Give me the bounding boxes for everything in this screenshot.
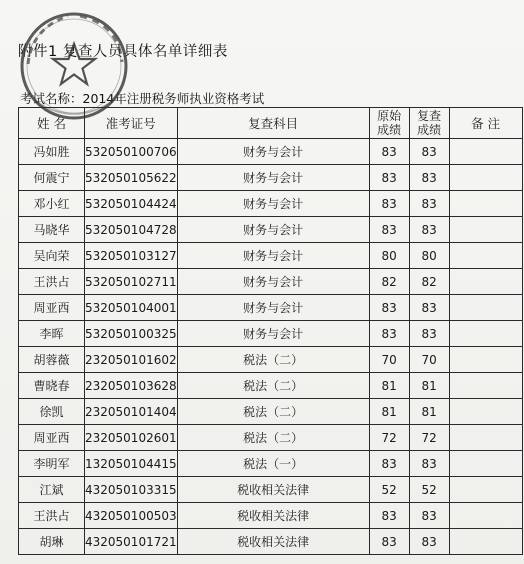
cell-review-score: 83 xyxy=(409,295,449,321)
cell-exam-id: 532050104001 xyxy=(85,295,178,321)
cell-remark xyxy=(449,321,522,347)
cell-exam-id: 532050105622 xyxy=(85,165,178,191)
table-row xyxy=(19,243,523,269)
cell-name: 周亚西 xyxy=(19,425,85,451)
header-name: 姓 名 xyxy=(19,108,85,139)
cell-name: 王洪占 xyxy=(19,503,85,529)
cell-subject: 税法（二） xyxy=(177,399,369,425)
cell-original-score: 81 xyxy=(369,399,409,425)
cell-review-score: 81 xyxy=(409,399,449,425)
cell-original-score: 83 xyxy=(369,503,409,529)
cell-review-score: 82 xyxy=(409,269,449,295)
cell-subject: 税收相关法律 xyxy=(177,503,369,529)
cell-name: 李明军 xyxy=(19,451,85,477)
cell-name: 马晓华 xyxy=(19,217,85,243)
table-row xyxy=(19,139,523,165)
cell-remark xyxy=(449,139,522,165)
cell-subject: 税收相关法律 xyxy=(177,477,369,503)
cell-exam-id: 532050103127 xyxy=(85,243,178,269)
header-review-score: 复查 成绩 xyxy=(409,108,449,139)
cell-remark xyxy=(449,295,522,321)
cell-original-score: 83 xyxy=(369,191,409,217)
table-row xyxy=(19,425,523,451)
cell-remark xyxy=(449,451,522,477)
cell-exam-id: 432050103315 xyxy=(85,477,178,503)
cell-original-score: 83 xyxy=(369,321,409,347)
exam-name: 考试名称：2014年注册税务师执业资格考试 xyxy=(20,91,265,106)
document-title: 附件1 复查人员具体名单详细表 xyxy=(18,44,228,60)
cell-subject: 财务与会计 xyxy=(177,321,369,347)
cell-exam-id: 532050100706 xyxy=(85,139,178,165)
cell-remark xyxy=(449,373,522,399)
cell-name: 周亚西 xyxy=(19,295,85,321)
cell-exam-id: 532050100325 xyxy=(85,321,178,347)
cell-exam-id: 532050104728 xyxy=(85,217,178,243)
cell-subject: 税法（一） xyxy=(177,451,369,477)
cell-subject: 财务与会计 xyxy=(177,269,369,295)
table-row xyxy=(19,477,523,503)
cell-name: 王洪占 xyxy=(19,269,85,295)
cell-review-score: 80 xyxy=(409,243,449,269)
table-row xyxy=(19,373,523,399)
cell-original-score: 83 xyxy=(369,529,409,555)
cell-subject: 财务与会计 xyxy=(177,243,369,269)
header-original-score: 原始 成绩 xyxy=(369,108,409,139)
cell-remark xyxy=(449,425,522,451)
cell-name: 江斌 xyxy=(19,477,85,503)
cell-review-score: 83 xyxy=(409,191,449,217)
cell-review-score: 83 xyxy=(409,217,449,243)
cell-name: 曹晓春 xyxy=(19,373,85,399)
cell-exam-id: 132050104415 xyxy=(85,451,178,477)
cell-exam-id: 532050102711 xyxy=(85,269,178,295)
cell-remark xyxy=(449,529,522,555)
cell-original-score: 82 xyxy=(369,269,409,295)
cell-remark xyxy=(449,347,522,373)
cell-exam-id: 232050103628 xyxy=(85,373,178,399)
cell-original-score: 83 xyxy=(369,139,409,165)
table-row xyxy=(19,191,523,217)
cell-subject: 税法（二） xyxy=(177,373,369,399)
review-table xyxy=(18,107,523,555)
cell-remark xyxy=(449,399,522,425)
cell-review-score: 72 xyxy=(409,425,449,451)
table-row xyxy=(19,451,523,477)
cell-original-score: 83 xyxy=(369,451,409,477)
table-row xyxy=(19,529,523,555)
table-row xyxy=(19,503,523,529)
cell-subject: 税法（二） xyxy=(177,425,369,451)
cell-exam-id: 232050101404 xyxy=(85,399,178,425)
cell-name: 胡琳 xyxy=(19,529,85,555)
table-row xyxy=(19,165,523,191)
cell-name: 何震宁 xyxy=(19,165,85,191)
table-row xyxy=(19,217,523,243)
cell-exam-id: 232050101602 xyxy=(85,347,178,373)
cell-review-score: 83 xyxy=(409,321,449,347)
cell-subject: 财务与会计 xyxy=(177,191,369,217)
cell-exam-id: 432050101721 xyxy=(85,529,178,555)
cell-name: 李晖 xyxy=(19,321,85,347)
cell-subject: 财务与会计 xyxy=(177,295,369,321)
table-header-row xyxy=(19,108,523,139)
cell-original-score: 81 xyxy=(369,373,409,399)
cell-original-score: 52 xyxy=(369,477,409,503)
cell-remark xyxy=(449,269,522,295)
cell-remark xyxy=(449,165,522,191)
cell-review-score: 81 xyxy=(409,373,449,399)
table-row xyxy=(19,321,523,347)
cell-review-score: 83 xyxy=(409,503,449,529)
cell-name: 冯如胜 xyxy=(19,139,85,165)
header-remarks: 备 注 xyxy=(449,108,522,139)
cell-review-score: 83 xyxy=(409,451,449,477)
table-row xyxy=(19,269,523,295)
cell-remark xyxy=(449,243,522,269)
table-row xyxy=(19,399,523,425)
cell-review-score: 52 xyxy=(409,477,449,503)
header-subject: 复查科目 xyxy=(177,108,369,139)
cell-subject: 财务与会计 xyxy=(177,217,369,243)
table-row xyxy=(19,347,523,373)
cell-name: 徐凯 xyxy=(19,399,85,425)
cell-remark xyxy=(449,477,522,503)
cell-remark xyxy=(449,217,522,243)
cell-exam-id: 532050104424 xyxy=(85,191,178,217)
cell-original-score: 72 xyxy=(369,425,409,451)
cell-subject: 税收相关法律 xyxy=(177,529,369,555)
header-exam-id: 准考证号 xyxy=(85,108,178,139)
cell-original-score: 70 xyxy=(369,347,409,373)
cell-original-score: 83 xyxy=(369,217,409,243)
cell-original-score: 80 xyxy=(369,243,409,269)
cell-exam-id: 232050102601 xyxy=(85,425,178,451)
cell-original-score: 83 xyxy=(369,295,409,321)
cell-subject: 财务与会计 xyxy=(177,165,369,191)
cell-name: 吴向荣 xyxy=(19,243,85,269)
cell-original-score: 83 xyxy=(369,165,409,191)
cell-subject: 财务与会计 xyxy=(177,139,369,165)
cell-review-score: 83 xyxy=(409,139,449,165)
cell-remark xyxy=(449,503,522,529)
cell-remark xyxy=(449,191,522,217)
cell-review-score: 70 xyxy=(409,347,449,373)
cell-name: 胡蓉薇 xyxy=(19,347,85,373)
table-row xyxy=(19,295,523,321)
cell-exam-id: 432050100503 xyxy=(85,503,178,529)
cell-subject: 税法（二） xyxy=(177,347,369,373)
cell-name: 邓小红 xyxy=(19,191,85,217)
cell-review-score: 83 xyxy=(409,529,449,555)
cell-review-score: 83 xyxy=(409,165,449,191)
